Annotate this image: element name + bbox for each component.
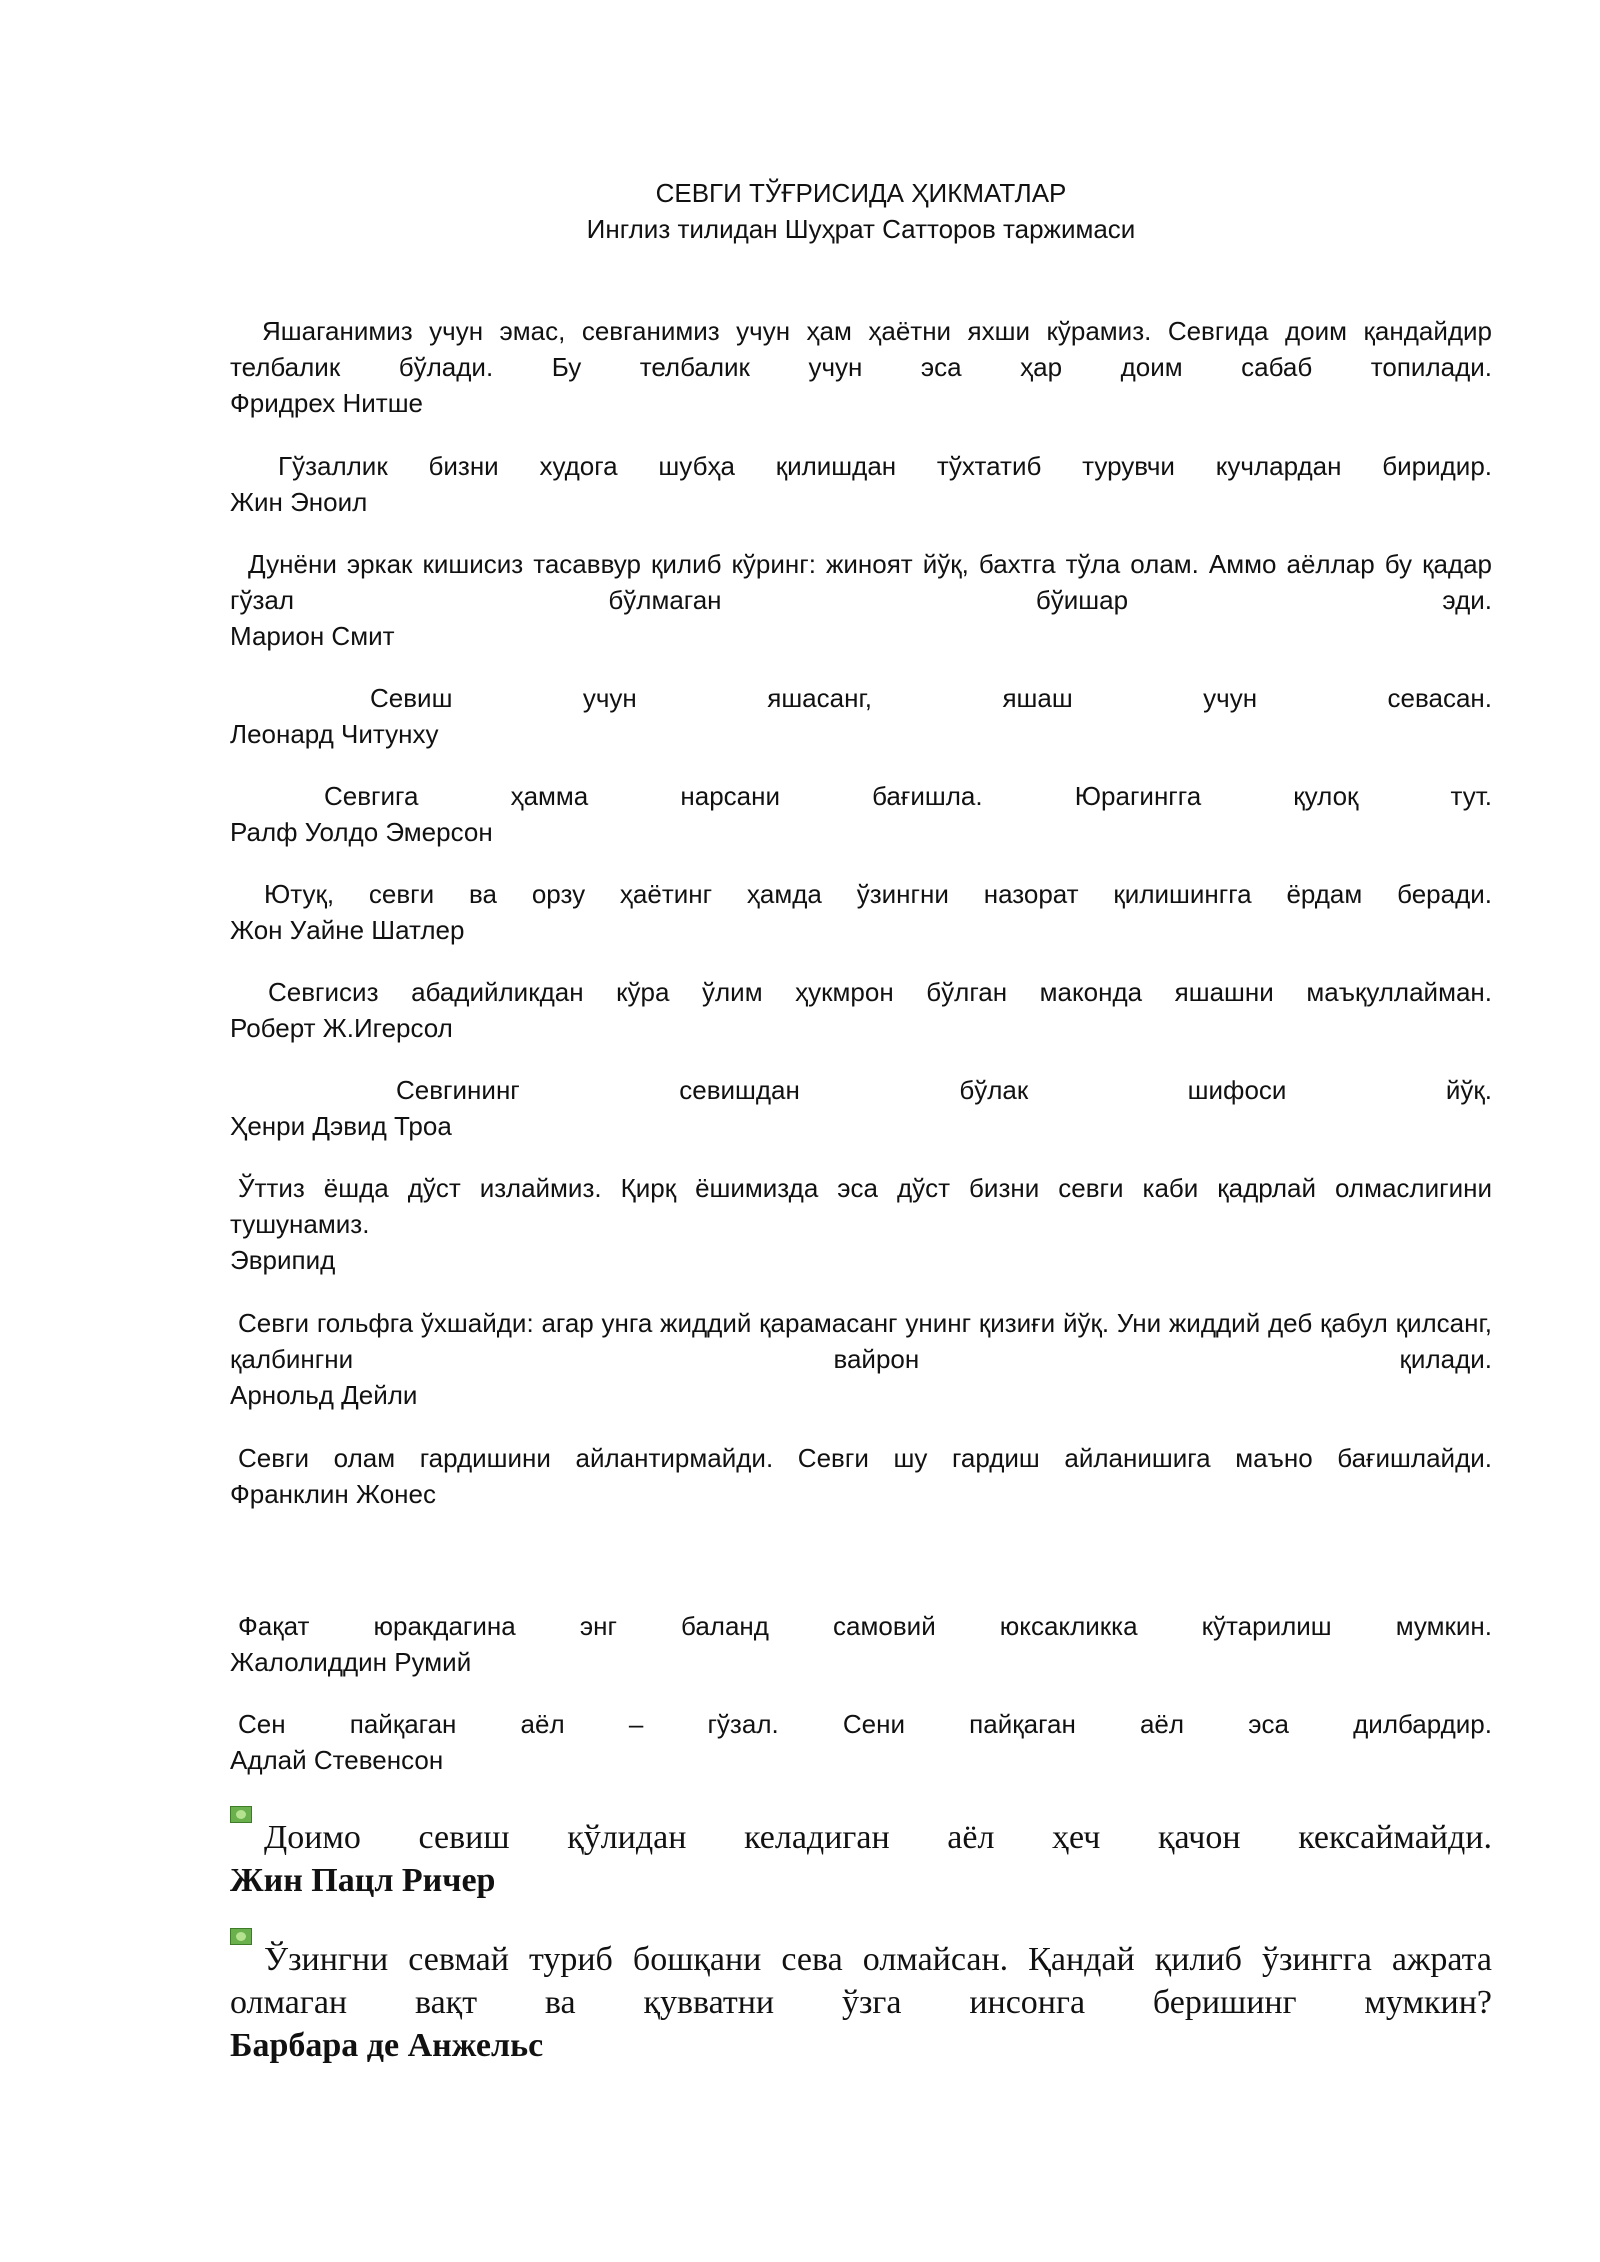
quote-13 <box>230 1706 1492 1778</box>
quote-author: Марион Смит <box>230 621 395 651</box>
quote-author: Леонард Читунху <box>230 719 439 749</box>
quote-author: Франклин Жонес <box>230 1479 436 1509</box>
quote-author: Арнольд Дейли <box>230 1380 418 1410</box>
quote-text: Яшаганимиз учун эмас, севганимиз учун ҳам ҳаётни яхши кўрамиз. Севгида доим қандайдир телбалик бўлади. Бу телбалик учун эса ҳар доим сабаб топилади. <box>230 316 1492 382</box>
quote-7 <box>230 974 1492 1046</box>
quote-text: Дунёни эркак кишисиз тасаввур қилиб кўринг: жиноят йўқ, бахтга тўла олам. Аммо аёллар бу қадар гўзал бўлмаган бўишар эди. <box>230 549 1492 615</box>
quote-text: Севги гольфга ўхшайди: агар унга жиддий қарамасанг унинг қизиғи йўқ. Уни жиддий деб қабул қилсанг, қалбингни вайрон қилади. <box>230 1308 1492 1374</box>
quote-text: Ўттиз ёшда дўст излаймиз. Қирқ ёшимизда эса дўст бизни севги каби қадрлай олмаслигини тушунамиз. <box>230 1173 1492 1239</box>
quote-author: Ралф Уолдо Эмерсон <box>230 817 493 847</box>
document-title: СЕВГИ ТЎҒРИСИДА ҲИКМАТЛАР <box>655 178 1067 208</box>
quote-author: Жалолиддин Румий <box>230 1647 472 1677</box>
quote-text: Севгига ҳамма нарсани бағишла. Юрагингга қулоқ тут. <box>324 781 1492 811</box>
quote-text: Севгининг севишдан бўлак шифоси йўқ. <box>396 1075 1492 1105</box>
quote-author: Роберт Ж.Игерсол <box>230 1013 453 1043</box>
quote-11 <box>230 1440 1492 1512</box>
quote-12 <box>230 1608 1492 1680</box>
quote-author: Барбара де Анжельс <box>230 2027 544 2064</box>
quote-text: Доимо севиш қўлидан келадиган аёл ҳеч қачон кексаймайди. <box>264 1819 1492 1856</box>
quote-1 <box>230 313 1492 421</box>
quote-author: Жон Уайне Шатлер <box>230 915 465 945</box>
quote-4 <box>230 680 1492 752</box>
quote-5 <box>230 778 1492 850</box>
quote-text: Севгисиз абадийликдан кўра ўлим ҳукмрон бўлган маконда яшашни маъқуллайман. <box>268 977 1492 1007</box>
quote-text: Фақат юракдагина энг баланд самовий юксакликка кўтарилиш мумкин. <box>238 1611 1492 1641</box>
quote-text: Ўзингни севмай туриб бошқани сева олмайсан. Қандай қилиб ўзингга ажрата олмаган вақт ва қувватни ўзга инсонга беришинг мумкин? <box>230 1941 1492 2021</box>
quote-text: Гўзаллик бизни худога шубҳа қилишдан тўхтатиб турувчи кучлардан биридир. <box>278 451 1492 481</box>
quote-author: Эврипид <box>230 1245 336 1275</box>
quote-text: Ютуқ, севги ва орзу ҳаётинг ҳамда ўзингни назорат қилишингга ёрдам беради. <box>264 879 1492 909</box>
highlighted-quote-2 <box>230 1938 1492 2067</box>
quote-author: Фридрех Нитше <box>230 388 424 418</box>
quote-3 <box>230 546 1492 654</box>
quote-2 <box>230 448 1492 520</box>
quote-8 <box>230 1072 1492 1144</box>
quote-author: Жин Эноил <box>230 487 368 517</box>
highlighted-quote-1 <box>230 1816 1492 1902</box>
quote-author: Жин Пацл Ричер <box>230 1862 496 1899</box>
quote-6 <box>230 876 1492 948</box>
quote-text: Сен пайқаган аёл – гўзал. Сени пайқаган аёл эса дилбардир. <box>238 1709 1492 1739</box>
quote-10 <box>230 1305 1492 1413</box>
quote-text: Севги олам гардишини айлантирмайди. Севги шу гардиш айланишига маъно бағишлайди. <box>238 1443 1492 1473</box>
document-subtitle: Инглиз тилидан Шуҳрат Сатторов таржимаси <box>586 214 1136 244</box>
quote-text: Севиш учун яшасанг, яшаш учун севасан. <box>370 683 1492 713</box>
quote-9 <box>230 1170 1492 1278</box>
quote-author: Ҳенри Дэвид Троа <box>230 1111 452 1141</box>
quote-author: Адлай Стевенсон <box>230 1745 444 1775</box>
